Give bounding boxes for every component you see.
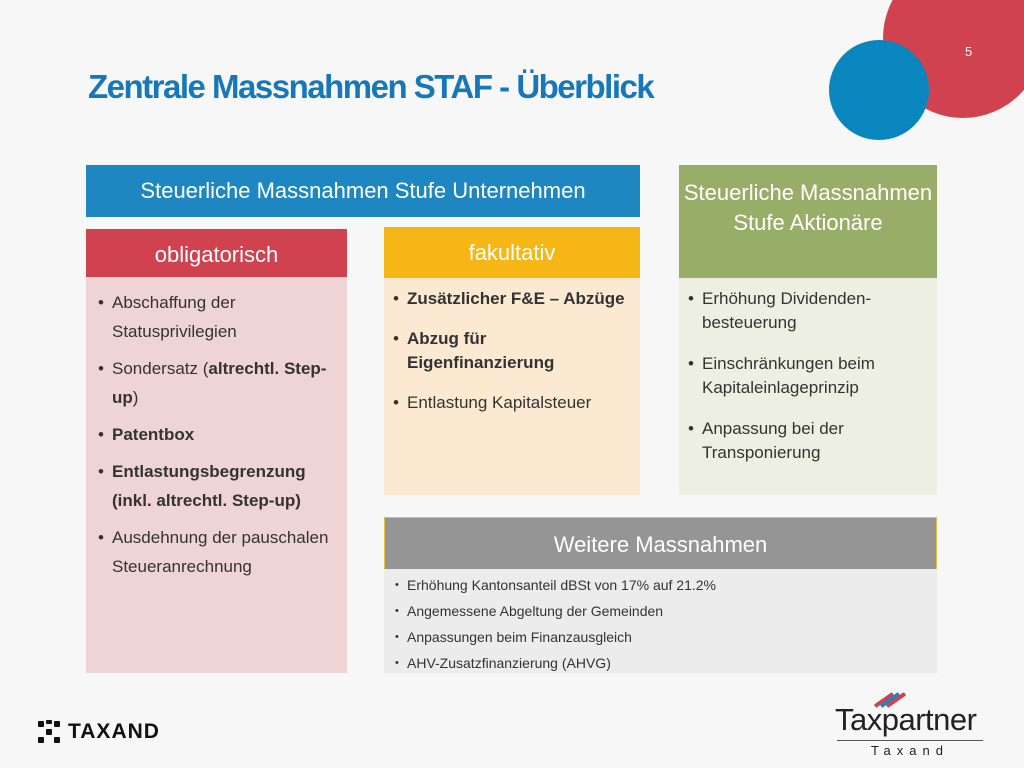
list-item (688, 417, 933, 465)
taxand-logo (38, 720, 160, 744)
slide-title: Zentrale Massnahmen STAF - Überblick (88, 68, 654, 105)
item-text-post: ) (132, 388, 139, 407)
page-number: 5 (965, 44, 973, 59)
item-text: Anpassungen beim Finanzausgleich (407, 629, 632, 645)
list-item (395, 624, 930, 650)
taxand-mark-icon (38, 721, 60, 743)
header-obligatorisch: obligatorisch (86, 229, 347, 277)
decorative-blue-circle (829, 40, 929, 140)
list-item (688, 352, 933, 400)
taxpartner-logo-text: Taxpartner (835, 702, 977, 737)
header-fakultativ: fakultativ (384, 227, 640, 278)
list-item (688, 287, 933, 335)
list-item (98, 523, 343, 581)
list-item (393, 287, 633, 311)
item-text: Erhöhung Dividenden-besteuerung (702, 289, 872, 332)
item-text-bold: Abzug für Eigenfinanzierung (407, 329, 555, 372)
item-text: Erhöhung Kantonsanteil dBSt von 17% auf 21.2% (407, 577, 716, 593)
header-aktionaere: Steuerliche Massnahmen Stufe Aktionäre (679, 165, 937, 278)
item-text: Abschaffung der Statusprivilegien (112, 293, 237, 341)
item-text-bold: Zusätzlicher F&E – Abzüge (407, 289, 625, 308)
list-item (98, 288, 343, 346)
list-item (395, 598, 930, 624)
item-text: Angemessene Abgeltung der Gemeinden (407, 603, 664, 619)
item-text-bold: altrechtl. Step-up (112, 359, 327, 407)
list-item (395, 572, 930, 598)
list-item (98, 457, 343, 515)
item-text-pre: Sondersatz ( (112, 359, 209, 378)
list-obligatorisch (98, 288, 343, 589)
list-item (393, 327, 633, 375)
header-unternehmen: Steuerliche Massnahmen Stufe Unternehmen (86, 165, 640, 217)
taxand-logo-text: TAXAND (68, 720, 160, 743)
item-text: Ausdehnung der pauschalen Steueranrechnung (112, 528, 329, 576)
item-text: Einschränkungen beim Kapitaleinlageprinzip (702, 354, 875, 397)
list-item (98, 420, 343, 449)
list-weitere-massnahmen (395, 572, 930, 676)
header-weitere-massnahmen: Weitere Massnahmen (384, 517, 937, 569)
item-text-bold: Patentbox (112, 425, 195, 444)
taxpartner-divider (837, 740, 983, 741)
list-item (393, 391, 633, 415)
item-text: Entlastung Kapitalsteuer (407, 393, 592, 412)
list-item (395, 650, 930, 676)
taxpartner-logo-subtext: Taxand (871, 743, 949, 758)
taxpartner-logo (835, 688, 995, 760)
item-text: AHV-Zusatzfinanzierung (AHVG) (407, 655, 611, 671)
item-text-bold: Entlastungsbegrenzung (inkl. altrechtl. Step-up) (112, 462, 306, 510)
list-aktionaere (688, 287, 933, 482)
item-text: Anpassung bei der Transponierung (702, 419, 844, 462)
list-fakultativ (393, 287, 633, 431)
list-item (98, 354, 343, 412)
